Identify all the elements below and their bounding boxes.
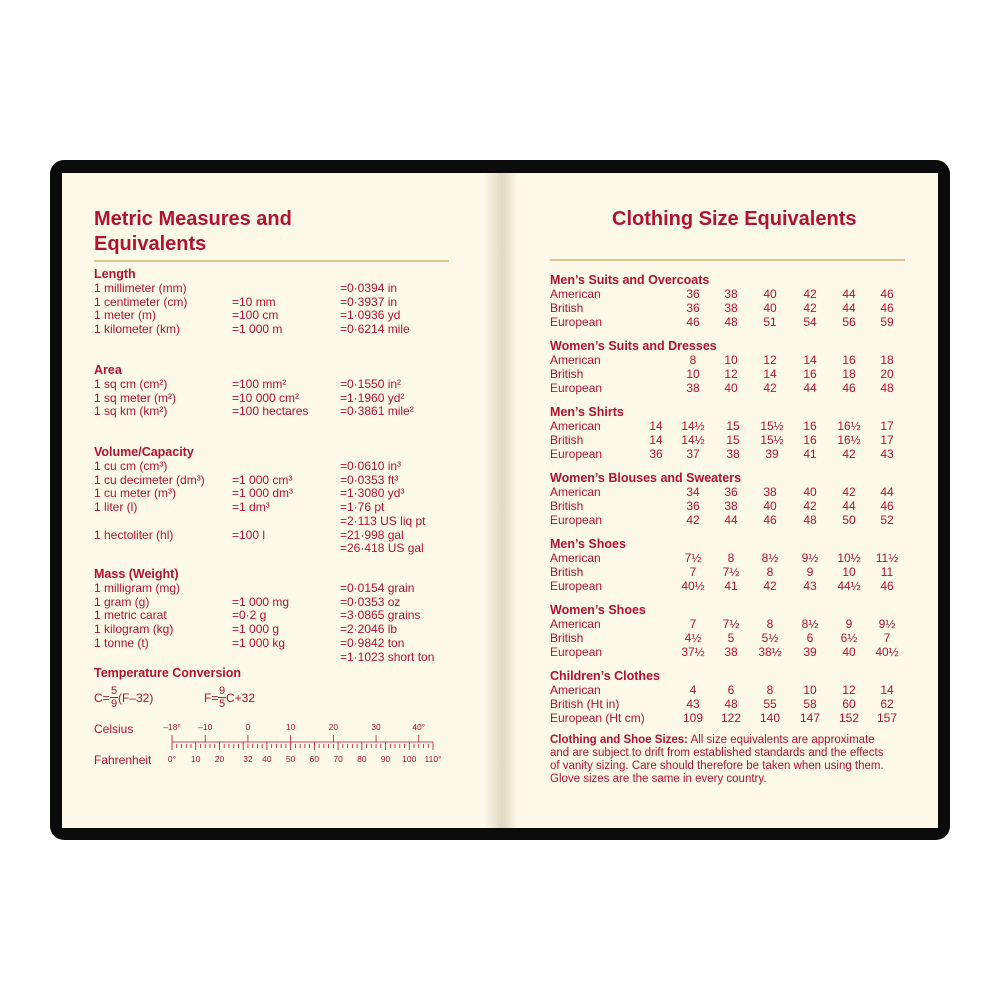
measure-cell: =10 mm [232,294,276,309]
size-value: 14 [803,353,817,367]
size-value: 8½ [801,617,819,631]
size-value: 16 [803,366,817,381]
measure-cell: =1·1023 short ton [340,649,435,664]
size-value: 44 [724,512,738,527]
measure-cell: =26·418 US gal [340,541,424,556]
size-value: 16 [803,432,817,447]
measure-cell: 1 cu cm (cm³) [94,459,168,473]
measure-cell: =1 dm³ [232,500,270,515]
size-value: 42 [686,512,700,527]
size-value: 46 [880,498,894,513]
measure-cell: =0·0353 oz [340,594,401,609]
measure-cell: 1 hectoliter (hl) [94,527,174,542]
size-row-label: British [550,564,584,579]
size-value: 14 [880,683,894,697]
measure-cell: =0·6214 mile [340,322,410,337]
size-value: 59 [880,314,894,329]
measure-cell: 1 meter (m) [94,308,157,323]
size-value: 16½ [837,432,861,447]
fahrenheit-tick-label: 80 [357,754,367,764]
size-value: 5 [727,630,735,645]
fahrenheit-tick-label: 110° [424,754,442,764]
size-value: 38½ [758,644,782,659]
size-row-label: American [550,617,601,631]
measure-cell: 1 liter (l) [94,500,138,515]
size-row-label: American [550,287,601,301]
size-value: 46 [880,300,894,315]
size-value: 14 [649,419,663,433]
fahrenheit-tick-label: 100 [402,754,417,764]
measure-cell: =1·76 pt [340,500,385,515]
clothing-note-line3: of vanity sizing. Care should therefore be taken when using them. [550,760,884,772]
clothing-note-line1: All size equivalents are approximate [688,734,875,746]
size-value: 36 [724,485,738,499]
size-value: 55 [763,696,777,711]
size-value: 48 [724,314,738,329]
measure-cell: 1 sq meter (m²) [94,390,177,405]
size-value: 17 [880,432,894,447]
size-value: 147 [799,710,821,725]
size-row-label: American [550,551,601,565]
size-value: 16 [803,419,817,433]
measure-cell: 1 kilogram (kg) [94,622,174,637]
table-heading: Children’s Clothes [550,669,660,683]
size-value: 11 [880,564,894,579]
size-row-label: European [550,578,603,593]
size-row-label: British (Ht in) [550,696,620,711]
size-value: 7 [689,564,697,579]
size-row-label: British [550,498,584,513]
size-value: 36 [686,287,700,301]
size-value: 38 [686,380,700,395]
celsius-label: Celsius [94,722,134,736]
size-value: 40 [724,380,738,395]
measure-cell: 1 tonne (t) [94,635,149,650]
fahrenheit-tick-label: 40 [262,754,272,764]
measure-cell: =1·1960 yd² [340,390,405,405]
size-value: 152 [838,710,860,725]
size-value: 38 [724,300,738,315]
size-value: 6 [727,683,735,697]
measure-cell: =1 000 dm³ [232,486,294,501]
size-value: 48 [880,380,894,395]
table-heading: Women’s Suits and Dresses [550,339,717,353]
measure-cell: 1 gram (g) [94,594,150,609]
size-value: 43 [880,446,894,461]
size-value: 37 [686,446,700,461]
size-value: 6 [806,630,814,645]
measure-cell: =1·3080 yd³ [340,486,405,501]
celsius-tick-label: 30 [371,722,381,732]
measure-cell: =1 000 mg [232,594,290,609]
measure-cell: =0·0394 in [340,281,398,295]
left-page-title-line1: Metric Measures and [94,208,292,230]
size-value: 10 [724,353,738,367]
size-value: 12 [724,366,738,381]
size-value: 38 [724,644,738,659]
size-value: 37½ [681,644,705,659]
size-value: 8½ [761,551,779,565]
celsius-tick-label: 0 [245,722,251,732]
size-value: 41 [724,578,738,593]
size-row-label: European [550,512,603,527]
celsius-fraction-bar [110,697,118,698]
left-page-title-line2: Equivalents [94,233,207,255]
size-value: 42 [842,485,856,499]
measure-cell: 1 sq cm (cm²) [94,377,168,391]
size-value: 12 [763,353,777,367]
size-value: 14½ [681,419,705,433]
size-value: 42 [803,300,817,315]
size-value: 7 [883,630,891,645]
fahrenheit-tick-label: 10 [190,754,201,764]
size-row-label: British [550,366,584,381]
size-value: 38 [724,498,738,513]
size-value: 16½ [837,419,861,433]
size-value: 6½ [840,630,858,645]
measure-cell: =1 000 cm³ [232,472,293,487]
measure-cell: =0·2 g [232,608,267,623]
size-value: 54 [803,314,817,329]
size-value: 40 [763,287,777,301]
measure-cell: =0·9842 ton [340,635,405,650]
measure-cell: 1 milligram (mg) [94,581,181,595]
fahrenheit-label: Fahrenheit [94,753,152,767]
measure-cell: 1 millimeter (mm) [94,281,187,295]
clothing-note [550,734,910,786]
size-value: 9 [845,617,853,631]
size-value: 50 [842,512,856,527]
size-value: 42 [842,446,856,461]
measure-cell: =0·3937 in [340,294,398,309]
size-row-label: European [550,644,603,659]
size-row-label: European [550,446,603,461]
size-value: 36 [686,498,700,513]
measure-cell: =0·0353 ft³ [340,472,399,487]
section-heading: Area [94,363,122,377]
celsius-tick-label: –10 [198,722,213,732]
measure-cell: =1·0936 yd [340,308,401,323]
size-value: 42 [803,287,817,301]
fahrenheit-tick-label: 60 [309,754,320,764]
size-value: 122 [720,710,742,725]
size-value: 10 [803,683,817,697]
measure-cell: =0·0154 grain [340,581,415,595]
size-value: 43 [686,696,700,711]
section-heading: Volume/Capacity [94,445,194,459]
size-value: 14 [763,366,777,381]
fahrenheit-tick-label: 32 [243,754,253,764]
celsius-tick-label: –18° [163,722,181,732]
size-value: 15½ [760,419,784,433]
size-value: 7 [689,617,697,631]
size-value: 36 [649,446,663,461]
size-value: 42 [763,578,777,593]
size-value: 46 [880,287,894,301]
size-value: 40½ [681,578,705,593]
measure-cell: =0·3861 mile² [340,404,414,419]
size-value: 18 [842,366,856,381]
size-value: 40½ [875,644,899,659]
size-value: 44½ [837,578,861,593]
measure-cell: 1 kilometer (km) [94,322,181,337]
size-value: 46 [842,380,856,395]
size-value: 15½ [760,432,784,447]
size-value: 4½ [684,630,702,645]
table-heading: Women’s Shoes [550,603,646,617]
size-value: 8 [766,683,774,697]
table-heading: Men’s Shoes [550,537,626,551]
measure-cell: =0·1550 in² [340,377,402,391]
size-value: 9½ [878,617,896,631]
measure-cell: 1 sq km (km²) [94,404,168,419]
size-row-label: American [550,353,601,367]
size-value: 7½ [684,551,702,565]
size-value: 56 [842,314,856,329]
size-value: 43 [803,578,817,593]
measure-cell: =100 cm [232,308,279,323]
size-value: 8 [766,617,774,631]
size-value: 38 [763,485,777,499]
size-value: 15 [726,432,740,447]
size-value: 9½ [801,551,819,565]
size-row-label: British [550,300,584,315]
size-value: 36 [686,300,700,315]
size-row-label: American [550,485,601,499]
measure-cell: 1 cu decimeter (dm³) [94,472,205,487]
size-value: 52 [880,512,894,527]
size-value: 9 [806,564,814,579]
size-value: 44 [803,380,817,395]
size-value: 140 [759,710,781,725]
size-value: 16 [842,353,856,367]
size-value: 7½ [722,564,740,579]
measure-cell: =1 000 m [232,322,283,337]
size-value: 58 [803,696,817,711]
size-value: 10 [842,564,856,579]
size-value: 60 [842,696,856,711]
measure-cell: =1 000 g [232,622,280,637]
size-row-label: American [550,683,601,697]
fahrenheit-tick-label: 70 [333,754,343,764]
measure-cell: =100 mm² [232,377,287,391]
temperature-heading: Temperature Conversion [94,666,242,680]
size-value: 40 [842,644,856,659]
right-page-title: Clothing Size Equivalents [612,208,857,230]
size-value: 42 [803,498,817,513]
size-value: 8 [766,564,774,579]
size-value: 34 [686,485,700,499]
size-value: 7½ [722,617,740,631]
size-value: 11½ [875,551,899,565]
size-value: 15 [726,419,740,433]
celsius-tick-label: 10 [285,722,296,732]
measure-cell: =2·113 US liq pt [340,513,426,528]
size-value: 44 [842,287,856,301]
size-value: 38 [724,287,738,301]
size-value: 4 [689,683,697,697]
measure-cell: =21·998 gal [340,527,404,542]
measure-cell: =2·2046 lb [340,622,398,637]
size-value: 5½ [761,630,779,645]
size-value: 17 [880,419,894,433]
measure-cell: 1 cu meter (m³) [94,486,177,501]
measure-cell: =1 000 kg [232,635,286,650]
size-row-label: British [550,630,584,645]
size-value: 41 [803,446,817,461]
size-value: 8 [689,353,697,367]
book-gutter [484,173,518,828]
size-value: 51 [763,314,777,329]
size-value: 8 [727,551,735,565]
table-heading: Men’s Shirts [550,405,624,419]
size-value: 40 [803,485,817,499]
celsius-tick-label: 40° [412,722,426,732]
fahrenheit-tick-label: 50 [285,754,296,764]
size-value: 39 [803,644,817,659]
size-row-label: American [550,419,601,433]
size-value: 38 [726,446,740,461]
size-value: 46 [763,512,777,527]
fahrenheit-tick-label: 20 [214,754,225,764]
size-value: 44 [880,485,894,499]
size-value: 40 [763,300,777,315]
size-value: 40 [763,498,777,513]
size-value: 46 [686,314,700,329]
celsius-tick-label: 20 [328,722,339,732]
measure-cell: 1 centimeter (cm) [94,294,188,309]
right-title-rule [550,259,905,261]
clothing-note-line2: and are subject to drift from established standards and the effects [550,747,884,759]
measure-cell: 1 metric carat [94,608,167,623]
size-value: 14 [649,432,663,447]
fahrenheit-tick-label: 0° [167,754,177,764]
size-value: 46 [880,578,894,593]
measure-cell: =3·0865 grains [340,608,421,623]
clothing-note-heading: Clothing and Shoe Sizes: [550,734,689,746]
size-row-label: British [550,432,584,447]
size-row-label: European (Ht cm) [550,710,645,725]
size-value: 12 [842,683,856,697]
size-value: 48 [724,696,738,711]
size-value: 39 [765,446,779,461]
clothing-note-line4: Glove sizes are the same in every country. [550,773,767,785]
temperature-scale [160,733,445,753]
size-value: 42 [763,380,777,395]
measure-cell: =10 000 cm² [232,390,300,405]
size-value: 20 [880,366,894,381]
size-value: 10 [686,366,700,381]
section-heading: Length [94,267,136,281]
size-value: 14½ [681,432,705,447]
size-row-label: European [550,380,603,395]
left-title-rule [94,260,449,262]
size-value: 157 [876,710,898,725]
size-value: 44 [842,498,856,513]
table-heading: Men’s Suits and Overcoats [550,273,710,287]
fahrenheit-tick-label: 90 [380,754,391,764]
size-value: 18 [880,353,894,367]
fahrenheit-fraction-bar [218,697,226,698]
size-value: 109 [682,710,704,725]
section-heading: Mass (Weight) [94,567,179,581]
size-value: 44 [842,300,856,315]
size-value: 48 [803,512,817,527]
table-heading: Women’s Blouses and Sweaters [550,471,742,485]
measure-cell: =0·0610 in³ [340,459,402,473]
size-row-label: European [550,314,603,329]
size-value: 10½ [837,551,861,565]
measure-cell: =100 hectares [232,404,309,419]
measure-cell: =100 l [232,527,266,542]
size-value: 62 [880,696,894,711]
